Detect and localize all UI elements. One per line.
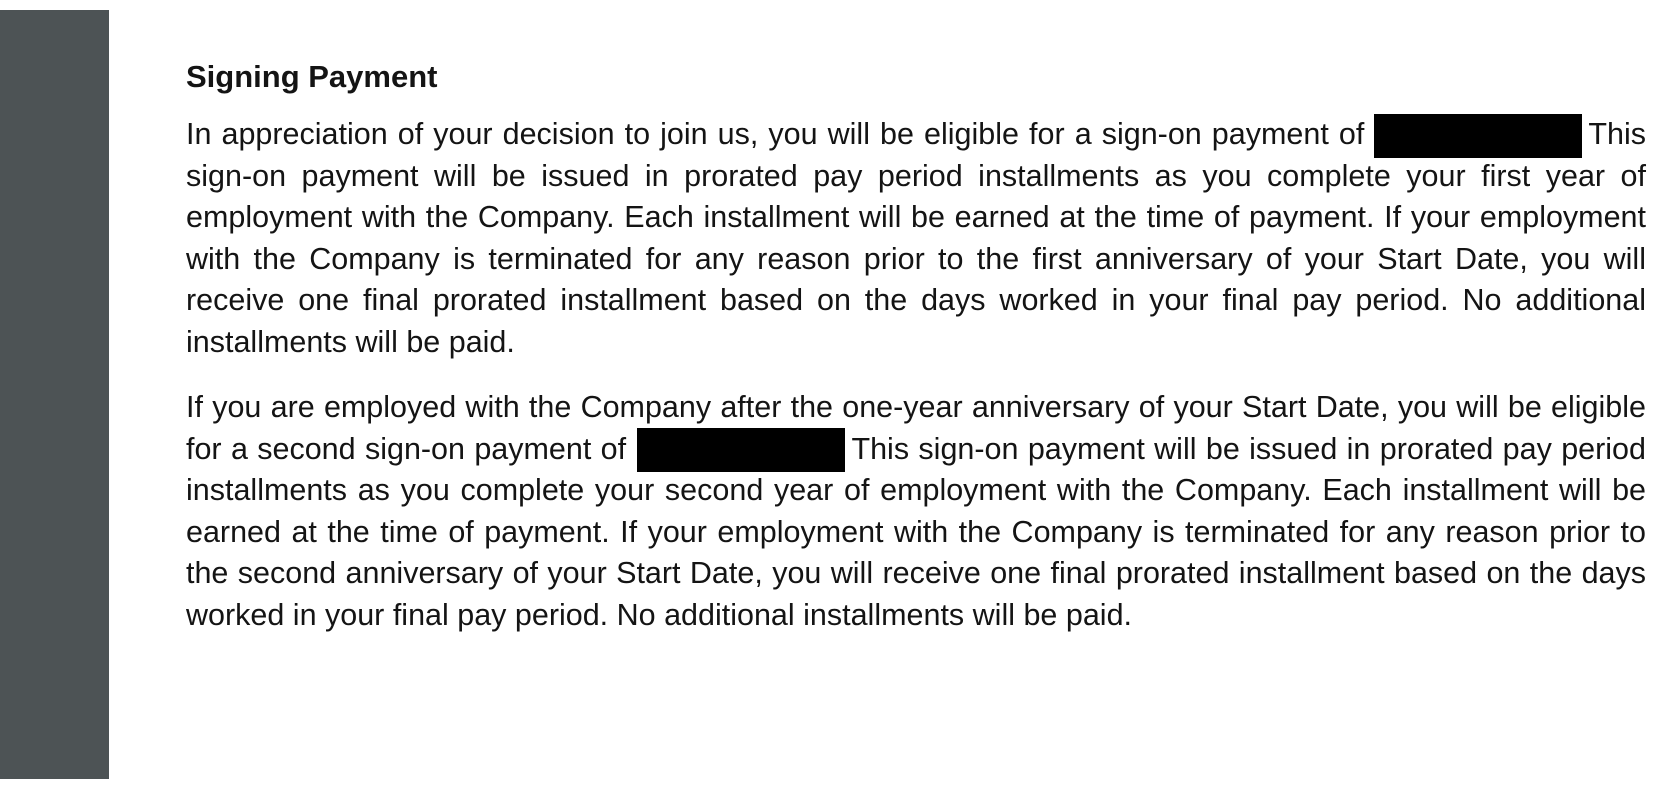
paragraph-1-text-before: In appreciation of your decision to join us, you will be eligible for a sign-on payment of [186, 117, 1365, 151]
paragraph-1-text-after: This sign-on payment will be issued in prorated pay period installments as you complete your first year of employment with the Company. Each installment will be earned at the time of payment. If your employment with the Company is terminated for any reason prior to the first anniversary of your Start Date, you will receive one final prorated installment based on the days worked in your final pay period. No additional installments will be paid. [186, 117, 1646, 359]
left-sidebar-panel [0, 10, 109, 779]
paragraph-2-text-before: If you are employed with the Company after the one-year anniversary of your Start Date, you will be eligible for a second sign-on payment of [186, 390, 1646, 466]
section-heading: Signing Payment [186, 59, 438, 94]
paragraph-second-sign-on [186, 387, 1646, 636]
redacted-amount-1 [1374, 114, 1582, 158]
paragraph-first-sign-on [186, 114, 1646, 363]
document-page [186, 56, 1646, 660]
redacted-amount-2 [637, 428, 845, 472]
paragraph-2-text-after: This sign-on payment will be issued in prorated pay period installments as you complete your second year of employment with the Company. Each installment will be earned at the time of payment. If your employment with the Company is terminated for any reason prior to the second anniversary of your Start Date, you will receive one final prorated installment based on the days worked in your final pay period. No additional installments will be paid. [186, 431, 1646, 632]
